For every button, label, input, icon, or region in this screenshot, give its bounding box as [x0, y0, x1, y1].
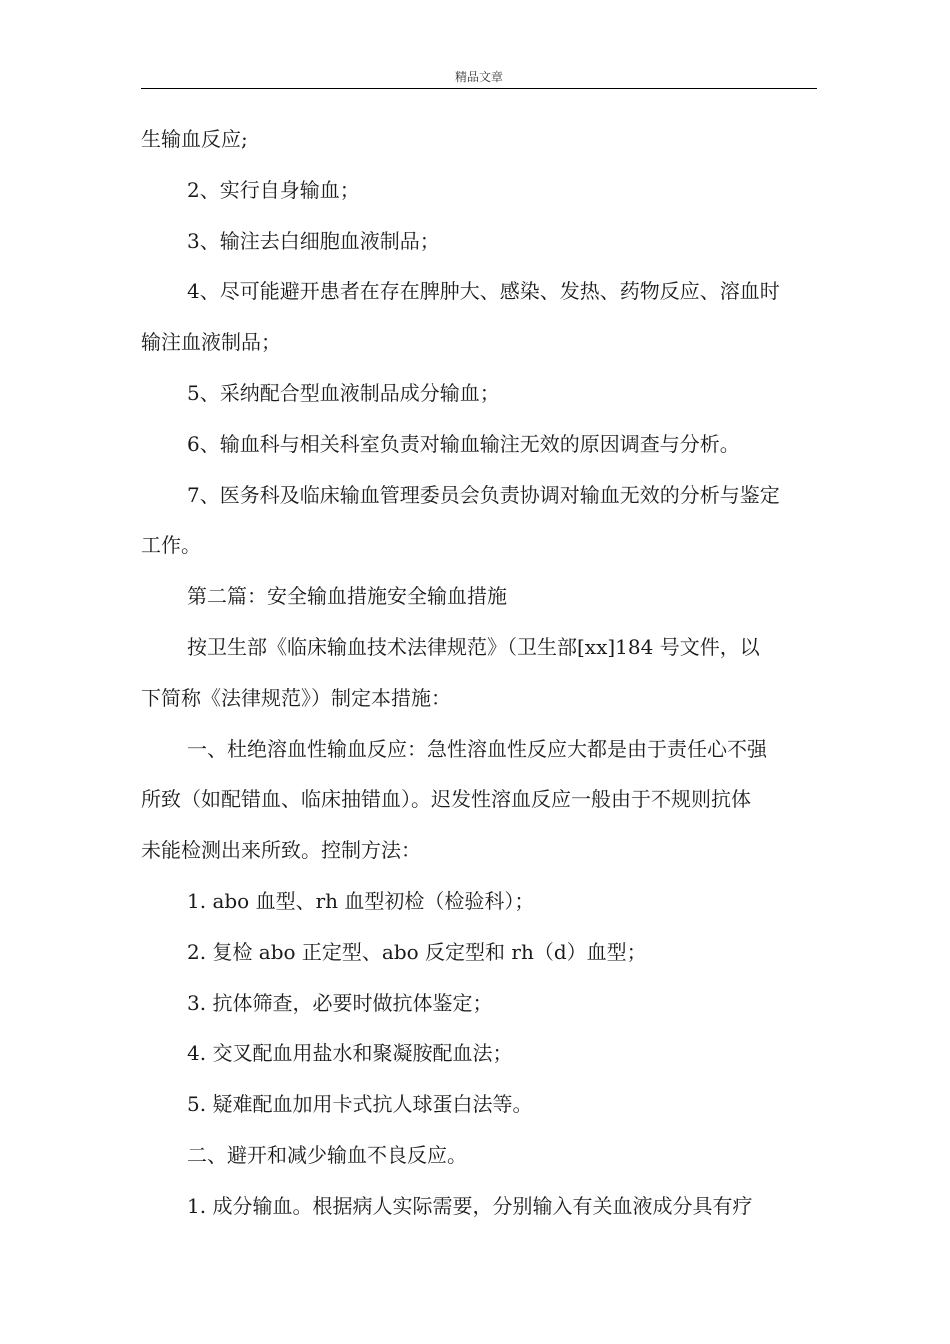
text-line: 未能检测出来所致。控制方法：: [141, 838, 421, 863]
text-line: 生输血反应;: [141, 127, 248, 151]
text-line: 所致（如配错血、临床抽错血）。迟发性溶血反应一般由于不规则抗体: [141, 787, 751, 812]
text-line: 二、避开和减少输血不良反应。: [187, 1142, 467, 1167]
text-line: 输注血液制品；: [141, 330, 281, 355]
text-line: 5、采纳配合型血液制品成分输血；: [187, 380, 500, 405]
text-line: 4、尽可能避开患者在存在脾肿大、感染、发热、药物反应、溶血时: [187, 279, 780, 304]
text-line: 3. 抗体筛查，必要时做抗体鉴定；: [187, 990, 493, 1015]
text-line: 7、医务科及临床输血管理委员会负责协调对输血无效的分析与鉴定: [187, 482, 780, 507]
text-line: 3、输注去白细胞血液制品；: [187, 228, 440, 253]
document-body: [141, 114, 817, 1232]
text-line: 一、杜绝溶血性输血反应：急性溶血性反应大都是由于责任心不强: [187, 736, 767, 761]
text-line: 2、实行自身输血；: [187, 177, 360, 202]
text-line: 4. 交叉配血用盐水和聚凝胺配血法；: [187, 1041, 513, 1066]
text-line: 2. 复检 abo 正定型、abo 反定型和 rh（d）血型；: [187, 939, 647, 964]
page-header: [141, 70, 817, 89]
text-line: 按卫生部《临床输血技术法律规范》（卫生部[xx]184 号文件，以: [187, 634, 760, 659]
section-heading: 第二篇：安全输血措施安全输血措施: [187, 584, 507, 609]
text-line: 下简称《法律规范》）制定本措施：: [141, 685, 451, 710]
header-title: 精品文章: [454, 70, 503, 84]
text-line: 1. abo 血型、rh 血型初检（检验科）；: [187, 888, 535, 913]
text-line: 1. 成分输血。根据病人实际需要，分别输入有关血液成分具有疗: [187, 1193, 753, 1218]
text-line: 工作。: [141, 533, 201, 558]
text-line: 5. 疑难配血加用卡式抗人球蛋白法等。: [187, 1092, 533, 1117]
text-line: 6、输血科与相关科室负责对输血输注无效的原因调查与分析。: [187, 431, 740, 456]
